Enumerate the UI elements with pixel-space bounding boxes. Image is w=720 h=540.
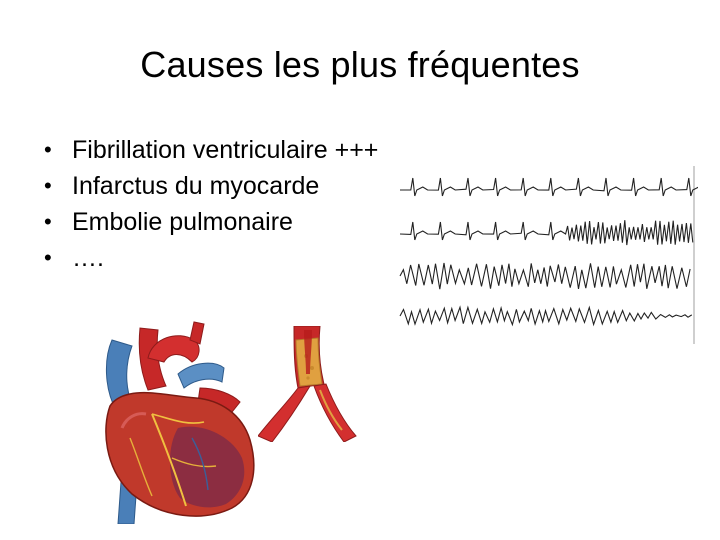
slide-title: Causes les plus fréquentes	[140, 44, 580, 85]
bullet-text: Embolie pulmonaire	[72, 208, 293, 236]
ecg-traces-icon	[398, 166, 698, 344]
occluded-artery-icon	[258, 326, 358, 442]
bullet-item	[40, 132, 378, 168]
bullet-text: ….	[72, 244, 104, 272]
bullet-dot-icon: •	[44, 245, 52, 270]
bullet-text: Infarctus du myocarde	[72, 172, 320, 200]
bullet-item	[40, 168, 378, 204]
bullet-dot-icon: •	[44, 173, 52, 198]
bullet-dot-icon: •	[44, 209, 52, 234]
bullet-text: Fibrillation ventriculaire +++	[72, 136, 379, 164]
bullet-item	[40, 240, 378, 276]
bullet-list	[40, 132, 378, 276]
heart-anatomy-icon	[82, 318, 262, 524]
bullet-item	[40, 204, 378, 240]
bullet-dot-icon: •	[44, 137, 52, 162]
